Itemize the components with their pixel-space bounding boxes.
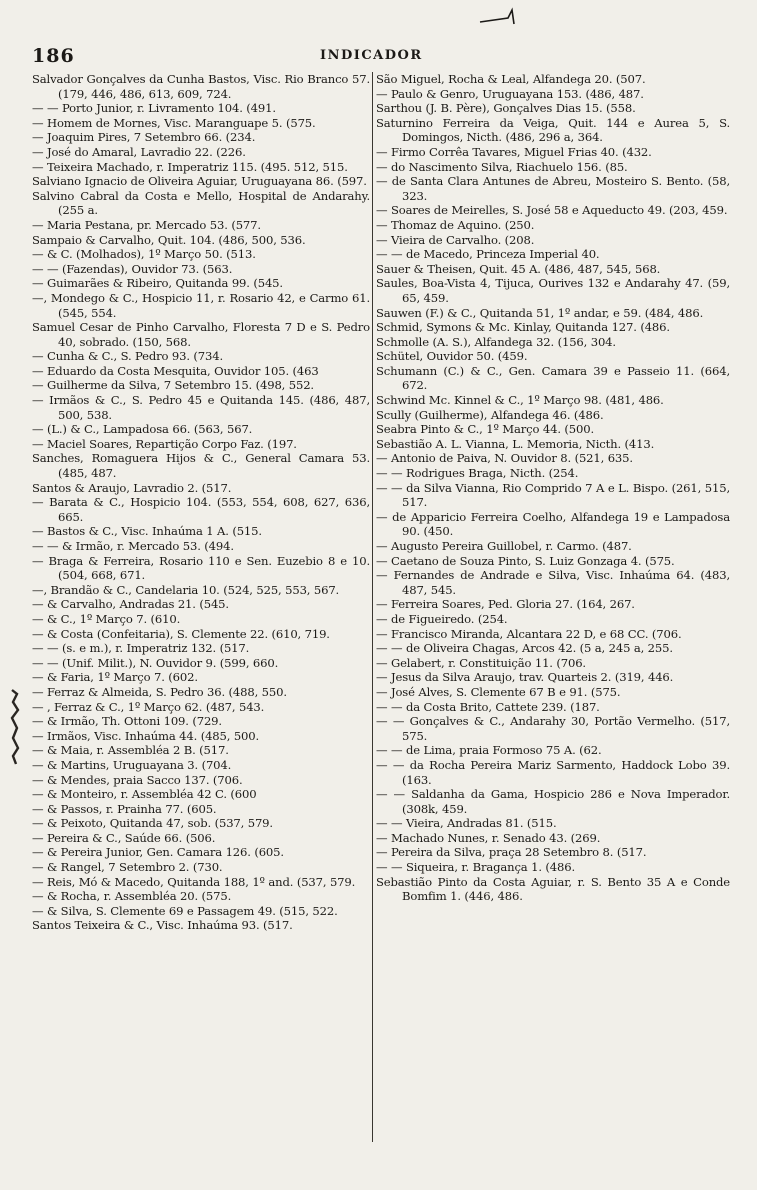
directory-entry: Seabra Pinto & C., 1º Março 44. (500. xyxy=(376,422,595,437)
directory-entry: — — da Silva Vianna, Rio Comprido 7 A e L. Bispo. (261, 515, 517. xyxy=(376,480,730,510)
directory-entry: — — (Fazendas), Ouvidor 73. (563. xyxy=(32,261,233,276)
directory-entry: — & Irmão, Th. Ottoni 109. (729. xyxy=(32,714,222,729)
directory-entry: — Maciel Soares, Repartição Corpo Faz. (197. xyxy=(32,436,297,451)
directory-entry: — — & Irmão, r. Mercado 53. (494. xyxy=(32,539,234,553)
directory-entry: Saturnino Ferreira da Veiga, Quit. 144 e Aurea 5, S. Domingos, Nicth. (486, 296 a, 364. xyxy=(376,115,730,145)
directory-entry: — Braga & Ferreira, Rosario 110 e Sen. Euzebio 8 e 10. (504, 668, 671. xyxy=(32,553,370,583)
directory-entry: — Vieira de Carvalho. (208. xyxy=(376,232,535,247)
directory-entry: Salviano Ignacio de Oliveira Aguiar, Uruguayana 86. (597. xyxy=(32,174,367,189)
directory-entry: — Francisco Miranda, Alcantara 22 D, e 68 CC. (706. xyxy=(376,626,682,641)
directory-entry: — Gelabert, r. Constituição 11. (706. xyxy=(376,655,586,670)
directory-entry: Schmolle (A. S.), Alfandega 32. (156, 304. xyxy=(376,334,616,349)
directory-entry: — & Faria, 1º Março 7. (602. xyxy=(32,670,198,685)
directory-entry: — Barata & C., Hospicio 104. (553, 554, 608, 627, 636, 665. xyxy=(32,495,370,524)
directory-entry: São Miguel, Rocha & Leal, Alfandega 20. (507. xyxy=(376,72,646,86)
directory-entry: Scully (Guilherme), Alfandega 46. (486. xyxy=(376,407,604,422)
directory-entry: — & Pereira Junior, Gen. Camara 126. (605. xyxy=(32,845,284,860)
directory-entry: — Antonio de Paiva, N. Ouvidor 8. (521, 635. xyxy=(376,451,633,466)
directory-entry: — & Maia, r. Assembléa 2 B. (517. xyxy=(32,743,229,758)
directory-entry: — Homem de Mornes, Visc. Maranguape 5. (575. xyxy=(32,115,316,130)
directory-entry: —, Mondego & C., Hospicio 11, r. Rosario 42, e Carmo 61. (545, 554. xyxy=(32,290,370,320)
directory-entry: — Ferraz & Almeida, S. Pedro 36. (488, 550. xyxy=(32,684,287,699)
column-rule xyxy=(372,72,373,1142)
directory-entry: — — (s. e m.), r. Imperatriz 132. (517. xyxy=(32,641,250,656)
directory-entry: — Eduardo da Costa Mesquita, Ouvidor 105. (463 xyxy=(32,363,319,378)
directory-entry: — & Rocha, r. Assembléa 20. (575. xyxy=(32,889,232,904)
directory-entry: — Thomaz de Aquino. (250. xyxy=(376,217,535,232)
ink-mark-icon xyxy=(478,6,524,28)
directory-entry: Saules, Boa-Vista 4, Tijuca, Ourives 132 e Andarahy 47. (59, 65, 459. xyxy=(376,276,730,305)
directory-entry: — Ferreira Soares, Ped. Gloria 27. (164, 267. xyxy=(376,597,635,612)
directory-entry: Sauer & Theisen, Quit. 45 A. (486, 487, 545, 568. xyxy=(376,261,661,276)
directory-entry: — — de Oliveira Chagas, Arcos 42. (5 a, 245 a, 255. xyxy=(376,641,673,656)
directory-entry: — Soares de Meirelles, S. José 58 e Aqueducto 49. (203, 459. xyxy=(376,203,728,218)
directory-entry: — Reis, Mó & Macedo, Quitanda 188, 1º and. (537, 579. xyxy=(32,874,356,889)
directory-entry: — — Gonçalves & C., Andarahy 30, Portão Vermelho. (517, 575. xyxy=(376,714,730,743)
directory-entry: Sarthou (J. B. Père), Gonçalves Dias 15. (558. xyxy=(376,101,636,116)
directory-entry: Salvador Gonçalves da Cunha Bastos, Visc. Rio Branco 57. (179, 446, 486, 613, 609, 724. xyxy=(32,72,370,101)
right-column xyxy=(376,72,730,1152)
directory-entry: — & C., 1º Março 7. (610. xyxy=(32,611,181,626)
directory-entry: — (L.) & C., Lampadosa 66. (563, 567. xyxy=(32,422,253,437)
directory-entry: — & Silva, S. Clemente 69 e Passagem 49. (515, 522. xyxy=(32,903,338,918)
directory-entry: — — Vieira, Andradas 81. (515. xyxy=(376,816,557,831)
directory-entry: Santos & Araujo, Lavradio 2. (517. xyxy=(32,480,232,495)
directory-entry: — , Ferraz & C., 1º Março 62. (487, 543. xyxy=(32,699,265,714)
directory-entry: — José Alves, S. Clemente 67 B e 91. (575. xyxy=(376,684,621,699)
directory-entry: — Pereira & C., Saúde 66. (506. xyxy=(32,830,216,845)
directory-entry: — & Passos, r. Prainha 77. (605. xyxy=(32,801,217,816)
directory-entry: Schütel, Ouvidor 50. (459. xyxy=(376,349,528,364)
directory-entry: — Pereira da Silva, praça 28 Setembro 8. (517. xyxy=(376,845,647,860)
directory-entry: — Guilherme da Silva, 7 Setembro 15. (498, 552. xyxy=(32,378,314,393)
directory-entry: — José do Amaral, Lavradio 22. (226. xyxy=(32,144,246,159)
directory-entry: — Joaquim Pires, 7 Setembro 66. (234. xyxy=(32,130,256,145)
directory-entry: — Caetano de Souza Pinto, S. Luiz Gonzaga 4. (575. xyxy=(376,553,675,568)
directory-entry: Samuel Cesar de Pinho Carvalho, Floresta 7 D e S. Pedro 40, sobrado. (150, 568. xyxy=(32,320,370,349)
directory-entry: — — Rodrigues Braga, Nicth. (254. xyxy=(376,466,579,481)
directory-entry: — do Nascimento Silva, Riachuelo 156. (85. xyxy=(376,159,628,174)
directory-entry: — Jesus da Silva Araujo, trav. Quarteis 2. (319, 446. xyxy=(376,670,674,685)
directory-entry: — Guimarães & Ribeiro, Quitanda 99. (545. xyxy=(32,276,283,291)
directory-entry: — & Mendes, praia Sacco 137. (706. xyxy=(32,772,243,787)
directory-entry: Sauwen (F.) & C., Quitanda 51, 1º andar, e 59. (484, 486. xyxy=(376,305,704,320)
directory-entry: — & Carvalho, Andradas 21. (545. xyxy=(32,597,229,612)
directory-entry: — Paulo & Genro, Uruguayana 153. (486, 487. xyxy=(376,86,644,101)
directory-entry: Sebastião Pinto da Costa Aguiar, r. S. Bento 35 A e Conde Bomfim 1. (446, 486. xyxy=(376,874,730,904)
directory-entry: Schmid, Symons & Mc. Kinlay, Quitanda 127. (486. xyxy=(376,320,670,335)
directory-entry: Schwind Mc. Kinnel & C., 1º Março 98. (481, 486. xyxy=(376,393,664,408)
directory-entry: Sebastião A. L. Vianna, L. Memoria, Nicth. (413. xyxy=(376,436,655,451)
directory-entry: — Maria Pestana, pr. Mercado 53. (577. xyxy=(32,217,261,232)
directory-entry: — — Siqueira, r. Bragança 1. (486. xyxy=(376,860,575,875)
directory-columns xyxy=(32,72,732,1152)
directory-entry: — — da Costa Brito, Cattete 239. (187. xyxy=(376,699,600,714)
directory-entry: — & Monteiro, r. Assembléa 42 C. (600 xyxy=(32,787,257,802)
running-head: INDICADOR xyxy=(320,48,423,63)
directory-entry: — & Martins, Uruguayana 3. (704. xyxy=(32,757,232,772)
directory-entry: — de Santa Clara Antunes de Abreu, Mosteiro S. Bento. (58, 323. xyxy=(376,174,730,203)
directory-entry: — Teixeira Machado, r. Imperatriz 115. (495. 512, 515. xyxy=(32,159,348,174)
directory-entry: — Irmãos & C., S. Pedro 45 e Quitanda 145. (486, 487, 500, 538. xyxy=(32,393,370,422)
left-column xyxy=(32,72,370,1152)
directory-entry: — de Apparicio Ferreira Coelho, Alfandega 19 e Lampadosa 90. (450. xyxy=(376,509,730,539)
binding-edge-mark-icon xyxy=(6,688,24,766)
directory-entry: — Augusto Pereira Guillobel, r. Carmo. (487. xyxy=(376,539,632,553)
directory-entry: Schumann (C.) & C., Gen. Camara 39 e Passeio 11. (664, 672. xyxy=(376,363,730,393)
directory-entry: — — Porto Junior, r. Livramento 104. (491. xyxy=(32,101,276,116)
directory-entry: — Firmo Corrêa Tavares, Miguel Frias 40. (432. xyxy=(376,144,652,159)
page-number: 186 xyxy=(32,45,75,67)
directory-entry: — — de Lima, praia Formoso 75 A. (62. xyxy=(376,743,602,758)
directory-entry: — — (Unif. Milit.), N. Ouvidor 9. (599, 660. xyxy=(32,655,279,670)
directory-entry: — de Figueiredo. (254. xyxy=(376,611,508,626)
directory-entry: — — Saldanha da Gama, Hospicio 286 e Nova Imperador. (308k, 459. xyxy=(376,787,730,816)
directory-entry: Sampaio & Carvalho, Quit. 104. (486, 500, 536. xyxy=(32,232,306,247)
directory-entry: — — de Macedo, Princeza Imperial 40. xyxy=(376,247,600,262)
directory-entry: — & C. (Molhados), 1º Março 50. (513. xyxy=(32,247,256,262)
directory-entry: — Cunha & C., S. Pedro 93. (734. xyxy=(32,349,223,364)
directory-entry: — — da Rocha Pereira Mariz Sarmento, Haddock Lobo 39. (163. xyxy=(376,757,730,787)
directory-entry: — Machado Nunes, r. Senado 43. (269. xyxy=(376,830,601,845)
directory-entry: — Irmãos, Visc. Inhaúma 44. (485, 500. xyxy=(32,728,260,743)
directory-entry: —, Brandão & C., Candelaria 10. (524, 525, 553, 567. xyxy=(32,582,340,597)
directory-entry: — & Peixoto, Quitanda 47, sob. (537, 579. xyxy=(32,816,273,831)
directory-entry: Santos Teixeira & C., Visc. Inhaúma 93. (517. xyxy=(32,918,293,933)
directory-entry: Sanches, Romaguera Hijos & C., General Camara 53. (485, 487. xyxy=(32,451,370,481)
directory-entry: Salvino Cabral da Costa e Mello, Hospital de Andarahy. (255 a. xyxy=(32,188,370,218)
directory-entry: — Fernandes de Andrade e Silva, Visc. Inhaúma 64. (483, 487, 545. xyxy=(376,568,730,597)
directory-entry: — Bastos & C., Visc. Inhaúma 1 A. (515. xyxy=(32,524,262,539)
directory-entry: — & Costa (Confeitaria), S. Clemente 22. (610, 719. xyxy=(32,626,330,641)
directory-entry: — & Rangel, 7 Setembro 2. (730. xyxy=(32,860,223,875)
